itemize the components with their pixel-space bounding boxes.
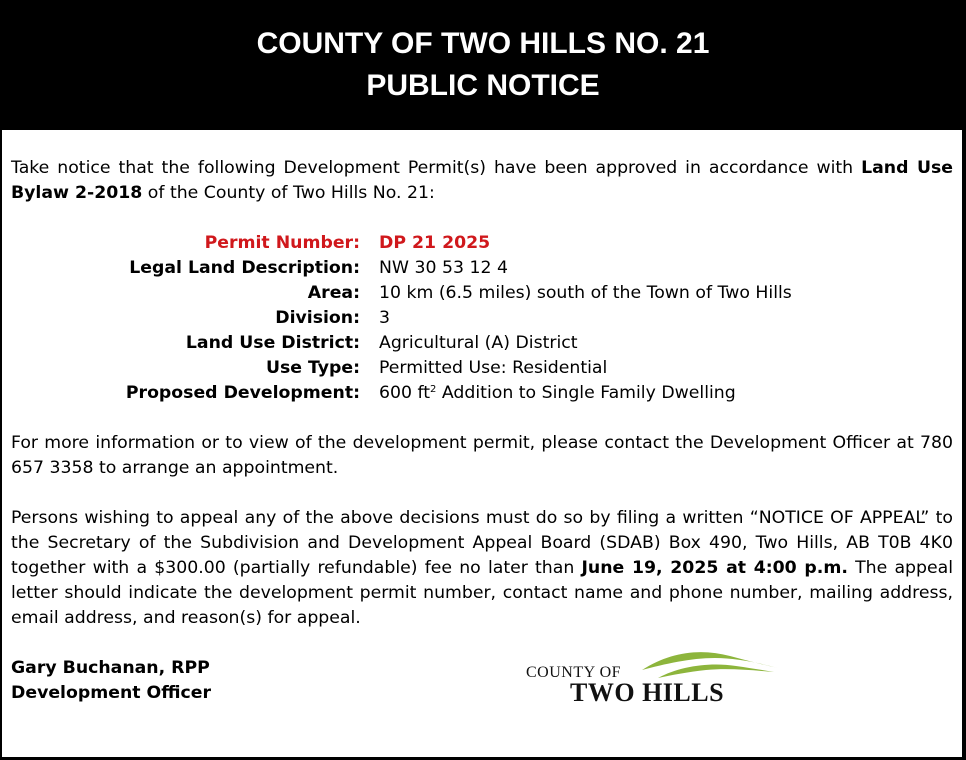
intro-paragraph (11, 156, 953, 206)
area-value: 10 km (6.5 miles) south of the Town of Two Hills (379, 283, 792, 303)
division-value: 3 (379, 308, 390, 328)
legal-land-label: Legal Land Description: (129, 258, 360, 278)
proposed-development-value (379, 381, 953, 406)
use-type-label: Use Type: (265, 358, 360, 378)
proposed-development-row (11, 381, 953, 406)
notice-body (2, 130, 962, 757)
permit-number-label: Permit Number: (204, 233, 360, 253)
use-type-value: Permitted Use: Residential (379, 358, 608, 378)
permit-number-row (11, 231, 953, 256)
intro-text-after: of the County of Two Hills No. 21: (142, 183, 435, 203)
logo-county-of: COUNTY OF (526, 664, 622, 681)
hill-front (658, 665, 774, 679)
bylaw-reference: Land Use Bylaw 2-2018 (11, 158, 953, 203)
squared-superscript: 2 (430, 384, 437, 395)
hills-logo-icon (640, 648, 780, 682)
header-title: COUNTY OF TWO HILLS NO. 21 (256, 27, 710, 60)
intro-text-before: Take notice that the following Development Permit(s) have been approved in accordance with (11, 158, 862, 178)
appeal-deadline: June 19, 2025 at 4:00 p.m. (581, 558, 848, 578)
area-label: Area: (307, 283, 360, 303)
proposed-description: Addition to Single Family Dwelling (436, 383, 736, 403)
appeal-text-before: Persons wishing to appeal any of the above decisions must do so by filing a written “NOTICE OF APPEAL” to the Secretary of the Subdivision and Development Appeal Board (SDAB) Box 490, Two Hills, AB T0B 4K0 together with a $300.00 (partially refundable) fee no later than (11, 508, 953, 578)
use-type-row (11, 356, 953, 381)
appeal-paragraph (11, 506, 953, 631)
appeal-text-after: The appeal letter should indicate the development permit number, contact name and phone number, mailing address, email address, and reason(s) for appeal. (11, 558, 954, 628)
county-logo (522, 648, 782, 714)
division-label: Division: (275, 308, 360, 328)
logo-two-hills: TWO HILLS (570, 678, 725, 707)
area-row (11, 281, 953, 306)
proposed-development-label: Proposed Development: (125, 383, 360, 403)
proposed-area: 600 ft (379, 383, 431, 403)
header-subtitle: PUBLIC NOTICE (366, 69, 600, 102)
land-use-district-label: Land Use District: (185, 333, 360, 353)
legal-land-row (11, 256, 953, 281)
signature-block (11, 656, 953, 706)
permit-details-table (11, 231, 953, 406)
land-use-district-row (11, 331, 953, 356)
permit-number-value: DP 21 2025 (379, 233, 491, 253)
signer-title: Development Officer (11, 683, 211, 703)
signer-name: Gary Buchanan, RPP (11, 658, 210, 678)
division-row (11, 306, 953, 331)
land-use-district-value: Agricultural (A) District (379, 333, 578, 353)
legal-land-value: NW 30 53 12 4 (379, 258, 508, 278)
notice-header (0, 0, 966, 130)
contact-info-paragraph: For more information or to view of the development permit, please contact the Development Officer at 780 657 3358 to arrange an appointment. (11, 433, 953, 478)
